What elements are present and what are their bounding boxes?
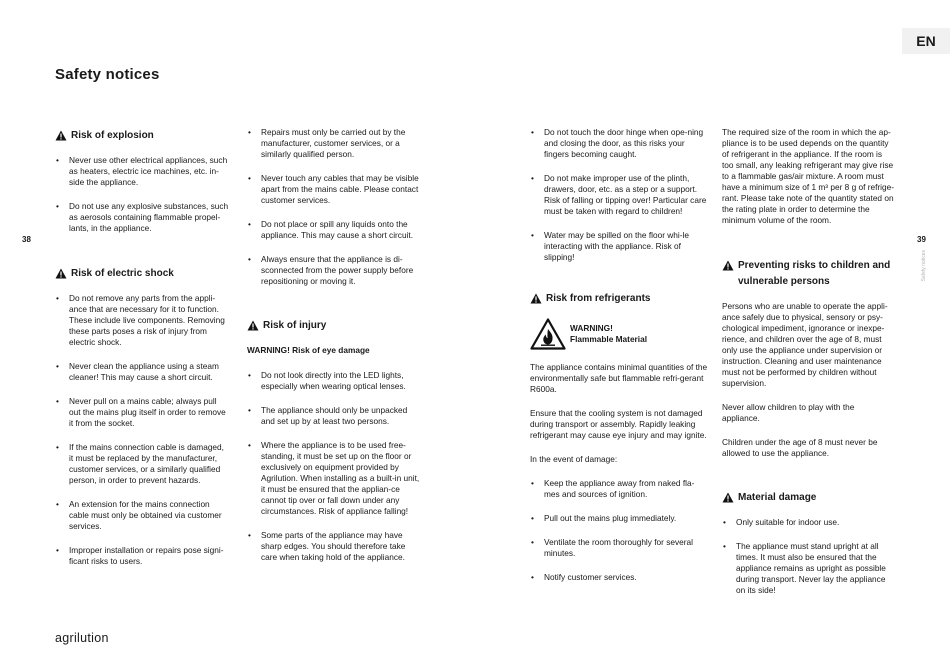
list-item: • Some parts of the appliance may have sharp edges. You should therefore take care when taking hold of the appliance.: [247, 530, 422, 563]
column-4: [722, 127, 894, 609]
list-item: • Notify customer services.: [530, 572, 708, 583]
list-item: • Never use other electrical appliances, such as heaters, electric ice machines, etc. in-side the appliance.: [55, 155, 230, 188]
side-label: Safety notices: [921, 250, 927, 282]
list-item: • Do not look directly into the LED lights, especially when wearing optical lenses.: [247, 370, 422, 392]
list-item: • Where the appliance is to be used free-standing, it must be set up on the floor or exclusively on equipment provided by Agrilution. When installing as a built-in unit, it must be ensured that the applian-ce cannot tip over or fall down under any circumstances. Risk of appliance falling!: [247, 440, 422, 517]
warning-line1: WARNING!: [570, 323, 613, 333]
explosion-heading-text: Risk of explosion: [71, 130, 154, 141]
warning-icon: [55, 268, 67, 279]
paragraph: Never allow children to play with the appliance.: [722, 402, 855, 423]
children-heading: [722, 258, 894, 290]
hazard-list: [530, 127, 708, 263]
paragraph: The appliance contains minimal quantities of the environmentally safe but flammable refri-gerant R600a.: [530, 362, 708, 394]
explosion-heading: [55, 128, 230, 144]
refrigerants-heading: [530, 291, 708, 307]
list-item: • If the mains connection cable is damaged, it must be replaced by the manufacturer, customer services, or a similarly qualified person, in order to prevent hazards.: [55, 442, 230, 486]
list-item: • Do not touch the door hinge when ope-ning and closing the door, as this risks your fingers becoming caught.: [530, 127, 708, 160]
paragraph: The required size of the room in which the ap-pliance is to be used depends on the quantity of refrigerant in the appliance. If the room is too small, any leaking refrigerant may give rise to a flammable gas/air mixture. A room must have a minimum size of 1 m³ per 8 g of refrige-rant. Please take note of the quantity stated on the rating plate in order to determine the minimum volume of the room.: [722, 127, 894, 225]
flammable-warning: [530, 318, 708, 350]
general-list: [247, 127, 422, 287]
explosion-list: [55, 155, 230, 234]
page-number-left: 38: [22, 235, 31, 244]
material-heading-text: Material damage: [738, 492, 817, 503]
warning-icon: [247, 320, 259, 331]
warning-icon: [722, 492, 734, 503]
injury-heading-text: Risk of injury: [263, 320, 327, 331]
shock-heading: [55, 266, 230, 282]
material-list: [722, 517, 894, 596]
list-item: • Do not make improper use of the plinth, drawers, door, etc. as a step or a support. Risk of falling or tipping over! Particular care must be taken with regard to children!: [530, 173, 708, 217]
list-item: • Always ensure that the appliance is di-sconnected from the power supply before repositioning or moving it.: [247, 254, 422, 287]
column-1: [55, 128, 230, 580]
damage-list: [530, 478, 708, 583]
list-item: • Improper installation or repairs pose signi-ficant risks to users.: [55, 545, 230, 567]
language-badge: EN: [902, 28, 950, 54]
list-item: • Pull out the mains plug immediately.: [530, 513, 708, 524]
paragraph: Ensure that the cooling system is not damaged during transport or assembly. Rapidly leaking refrigerant may cause eye injury and may ignite.: [530, 408, 707, 440]
list-item: • Never pull on a mains cable; always pull out the mains plug itself in order to remove it from the socket.: [55, 396, 230, 429]
flammable-icon: [530, 318, 566, 350]
list-item: • Do not remove any parts from the appli-ance that are necessary for it to function. These include live components. Removing these parts poses a risk of injury from electric shock.: [55, 293, 230, 348]
warning-icon: [530, 293, 542, 304]
shock-list: [55, 293, 230, 567]
list-item: • Do not place or spill any liquids onto the appliance. This may cause a short circuit.: [247, 219, 422, 241]
list-item: • The appliance must stand upright at all times. It must also be ensured that the appliance remains as upright as possible during transport. Never lay the appliance on its side!: [722, 541, 894, 596]
shock-heading-text: Risk of electric shock: [71, 268, 174, 279]
list-item: • Keep the appliance away from naked fla-mes and sources of ignition.: [530, 478, 708, 500]
paragraph: In the event of damage:: [530, 454, 618, 464]
list-item: • An extension for the mains connection cable must only be obtained via customer services.: [55, 499, 230, 532]
material-heading: [722, 490, 894, 506]
column-2: [247, 127, 422, 576]
children-heading-text: Preventing risks to children and vulnerable persons: [738, 260, 891, 287]
column-3: [530, 127, 708, 596]
paragraph: Children under the age of 8 must never be allowed to use the appliance.: [722, 437, 878, 458]
page-number-right: 39: [917, 235, 926, 244]
list-item: • The appliance should only be unpacked and set up by at least two persons.: [247, 405, 422, 427]
injury-heading: [247, 318, 422, 334]
page-title: Safety notices: [55, 66, 160, 83]
injury-subheading: WARNING! Risk of eye damage: [247, 345, 370, 355]
flammable-warning-text: [570, 323, 647, 345]
list-item: • Do not use any explosive substances, such as aerosols containing flammable propel-lants, in the appliance.: [55, 201, 230, 234]
brand-logo: agrilution: [55, 631, 109, 645]
list-item: • Never touch any cables that may be visible apart from the mains cable. Please contact customer services.: [247, 173, 422, 206]
list-item: • Never clean the appliance using a steam cleaner! This may cause a short circuit.: [55, 361, 230, 383]
injury-list: [247, 370, 422, 563]
warning-icon: [722, 260, 734, 271]
list-item: • Only suitable for indoor use.: [722, 517, 894, 528]
warning-line2: Flammable Material: [570, 334, 648, 344]
paragraph: Persons who are unable to operate the appli-ance safely due to physical, sensory or psy-chological impediment, ignorance or inexpe-rience, and children over the age of 8, must only use the appliance under supervision or instruction. Cleaning and user maintenance must not be performed by children without supervision.: [722, 301, 888, 388]
list-item: • Ventilate the room thoroughly for several minutes.: [530, 537, 708, 559]
list-item: • Water may be spilled on the floor whi-le interacting with the appliance. Risk of slipping!: [530, 230, 708, 263]
list-item: • Repairs must only be carried out by the manufacturer, customer services, or a similarly qualified person.: [247, 127, 422, 160]
refrigerants-heading-text: Risk from refrigerants: [546, 293, 651, 304]
warning-icon: [55, 130, 67, 141]
